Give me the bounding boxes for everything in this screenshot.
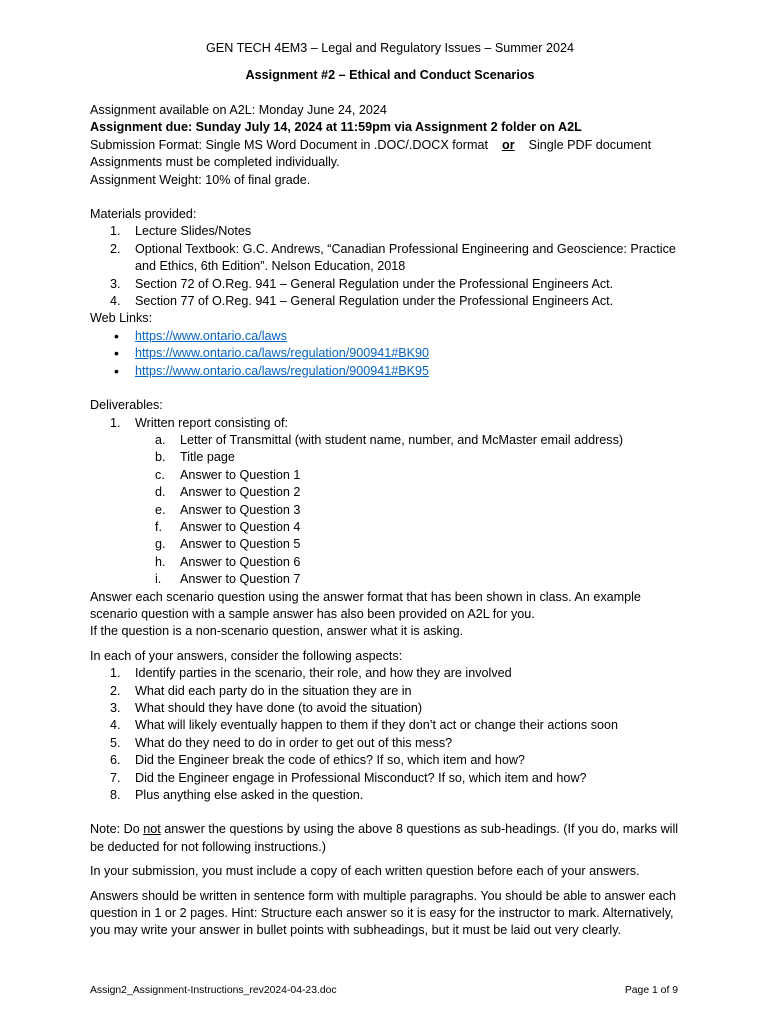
list-item [90, 363, 690, 380]
list-item: 5. What do they need to do in order to get out of this mess? [110, 735, 453, 750]
format-suffix: Single PDF document [528, 137, 652, 152]
weblinks-list [90, 328, 690, 380]
list-item [90, 328, 690, 345]
aspects-list [90, 665, 690, 804]
individual-line: Assignments must be completed individually. [90, 155, 340, 170]
list-item: d. Answer to Question 2 [155, 485, 301, 500]
answer-format-paragraph: Answer each scenario question using the answer format that has been shown in class. An example scenario question with a sample answer has also been provided on A2L for you. [90, 589, 641, 621]
format-prefix: Submission Format: Single MS Word Document in .DOC/.DOCX format [90, 137, 488, 152]
list-item: e. Answer to Question 3 [155, 502, 301, 517]
aspects-heading: In each of your answers, consider the following aspects: [90, 648, 403, 663]
list-item: 1. Written report consisting of: [110, 415, 289, 430]
list-item: i. Answer to Question 7 [155, 572, 301, 587]
list-item: 2. Optional Textbook: G.C. Andrews, “Canadian Professional Engineering and Geoscience: Practice and Ethics, 6th Edition”. Nelson Education, 2018 [110, 241, 676, 274]
bullet-icon: • [114, 345, 119, 362]
list-item: 6. Did the Engineer break the code of ethics? If so, which item and how? [110, 753, 525, 768]
weblinks-heading: Web Links: [90, 311, 153, 326]
deliverables-heading: Deliverables: [90, 398, 163, 413]
format-line [90, 137, 690, 154]
page-footer [90, 984, 678, 998]
list-item: h. Answer to Question 6 [155, 554, 301, 569]
list-item: c. Answer to Question 1 [155, 467, 301, 482]
list-item: 7. Did the Engineer engage in Professional Misconduct? If so, which item and how? [110, 770, 587, 785]
bullet-icon: • [114, 362, 119, 379]
list-item: 1. Identify parties in the scenario, their role, and how they are involved [110, 666, 512, 681]
submission-copy-paragraph: In your submission, you must include a copy of each written question before each of your answers. [90, 864, 640, 879]
note-paragraph: Note: Do not answer the questions by using the above 8 questions as sub-headings. (If you do, marks will be deducted for not following instructions.) [90, 822, 679, 854]
not-emphasis: not [143, 822, 161, 837]
materials-list [90, 223, 690, 310]
list-item: f. Answer to Question 4 [155, 519, 301, 534]
sentence-form-paragraph: Answers should be written in sentence form with multiple paragraphs. You should be able to answer each question in 1 or 2 pages. Hint: Structure each answer so it is easy for the instructor to mark. Alternatively, you may write your answer in bullet points with subheadings, but it must be laid out very clearly. [90, 888, 676, 938]
document-page [90, 40, 690, 940]
list-item: g. Answer to Question 5 [155, 537, 301, 552]
list-item: b. Title page [155, 450, 235, 465]
list-item [90, 345, 690, 362]
list-item: a. Letter of Transmittal (with student name, number, and McMaster email address) [155, 432, 624, 447]
bullet-icon: • [114, 327, 119, 344]
list-item: 1. Lecture Slides/Notes [110, 224, 252, 239]
due-line: Assignment due: Sunday July 14, 2024 at 11:59pm via Assignment 2 folder on A2L [90, 120, 582, 135]
list-item: 8. Plus anything else asked in the question. [110, 788, 364, 803]
footer-page-number: Page 1 of 9 [624, 985, 678, 996]
footer-filename: Assign2_Assignment-Instructions_rev2024-04-23.doc [90, 985, 337, 996]
regulation-bk90-link[interactable]: https://www.ontario.ca/laws/regulation/900941#BK90 [135, 346, 430, 361]
course-line: GEN TECH 4EM3 – Legal and Regulatory Issues – Summer 2024 [206, 41, 574, 55]
materials-heading: Materials provided: [90, 207, 197, 222]
list-item: 3. What should they have done (to avoid the situation) [110, 701, 423, 715]
list-item: 2. What did each party do in the situation they are in [110, 683, 412, 698]
list-item: 4. What will likely eventually happen to them if they don’t act or change their actions soon [110, 718, 619, 733]
assignment-title: Assignment #2 – Ethical and Conduct Scenarios [245, 68, 535, 82]
weight-line: Assignment Weight: 10% of final grade. [90, 172, 311, 187]
ontario-laws-link[interactable]: https://www.ontario.ca/laws [135, 328, 287, 343]
list-item: 4. Section 77 of O.Reg. 941 – General Regulation under the Professional Engineers Act. [110, 294, 614, 309]
list-item: 3. Section 72 of O.Reg. 941 – General Regulation under the Professional Engineers Act. [110, 276, 614, 291]
non-scenario-paragraph: If the question is a non-scenario question, answer what it is asking. [90, 624, 464, 639]
available-line: Assignment available on A2L: Monday June 24, 2024 [90, 103, 387, 117]
format-or: or [502, 137, 515, 152]
deliverables-sublist [90, 432, 690, 589]
regulation-bk95-link[interactable]: https://www.ontario.ca/laws/regulation/900941#BK95 [135, 363, 430, 378]
